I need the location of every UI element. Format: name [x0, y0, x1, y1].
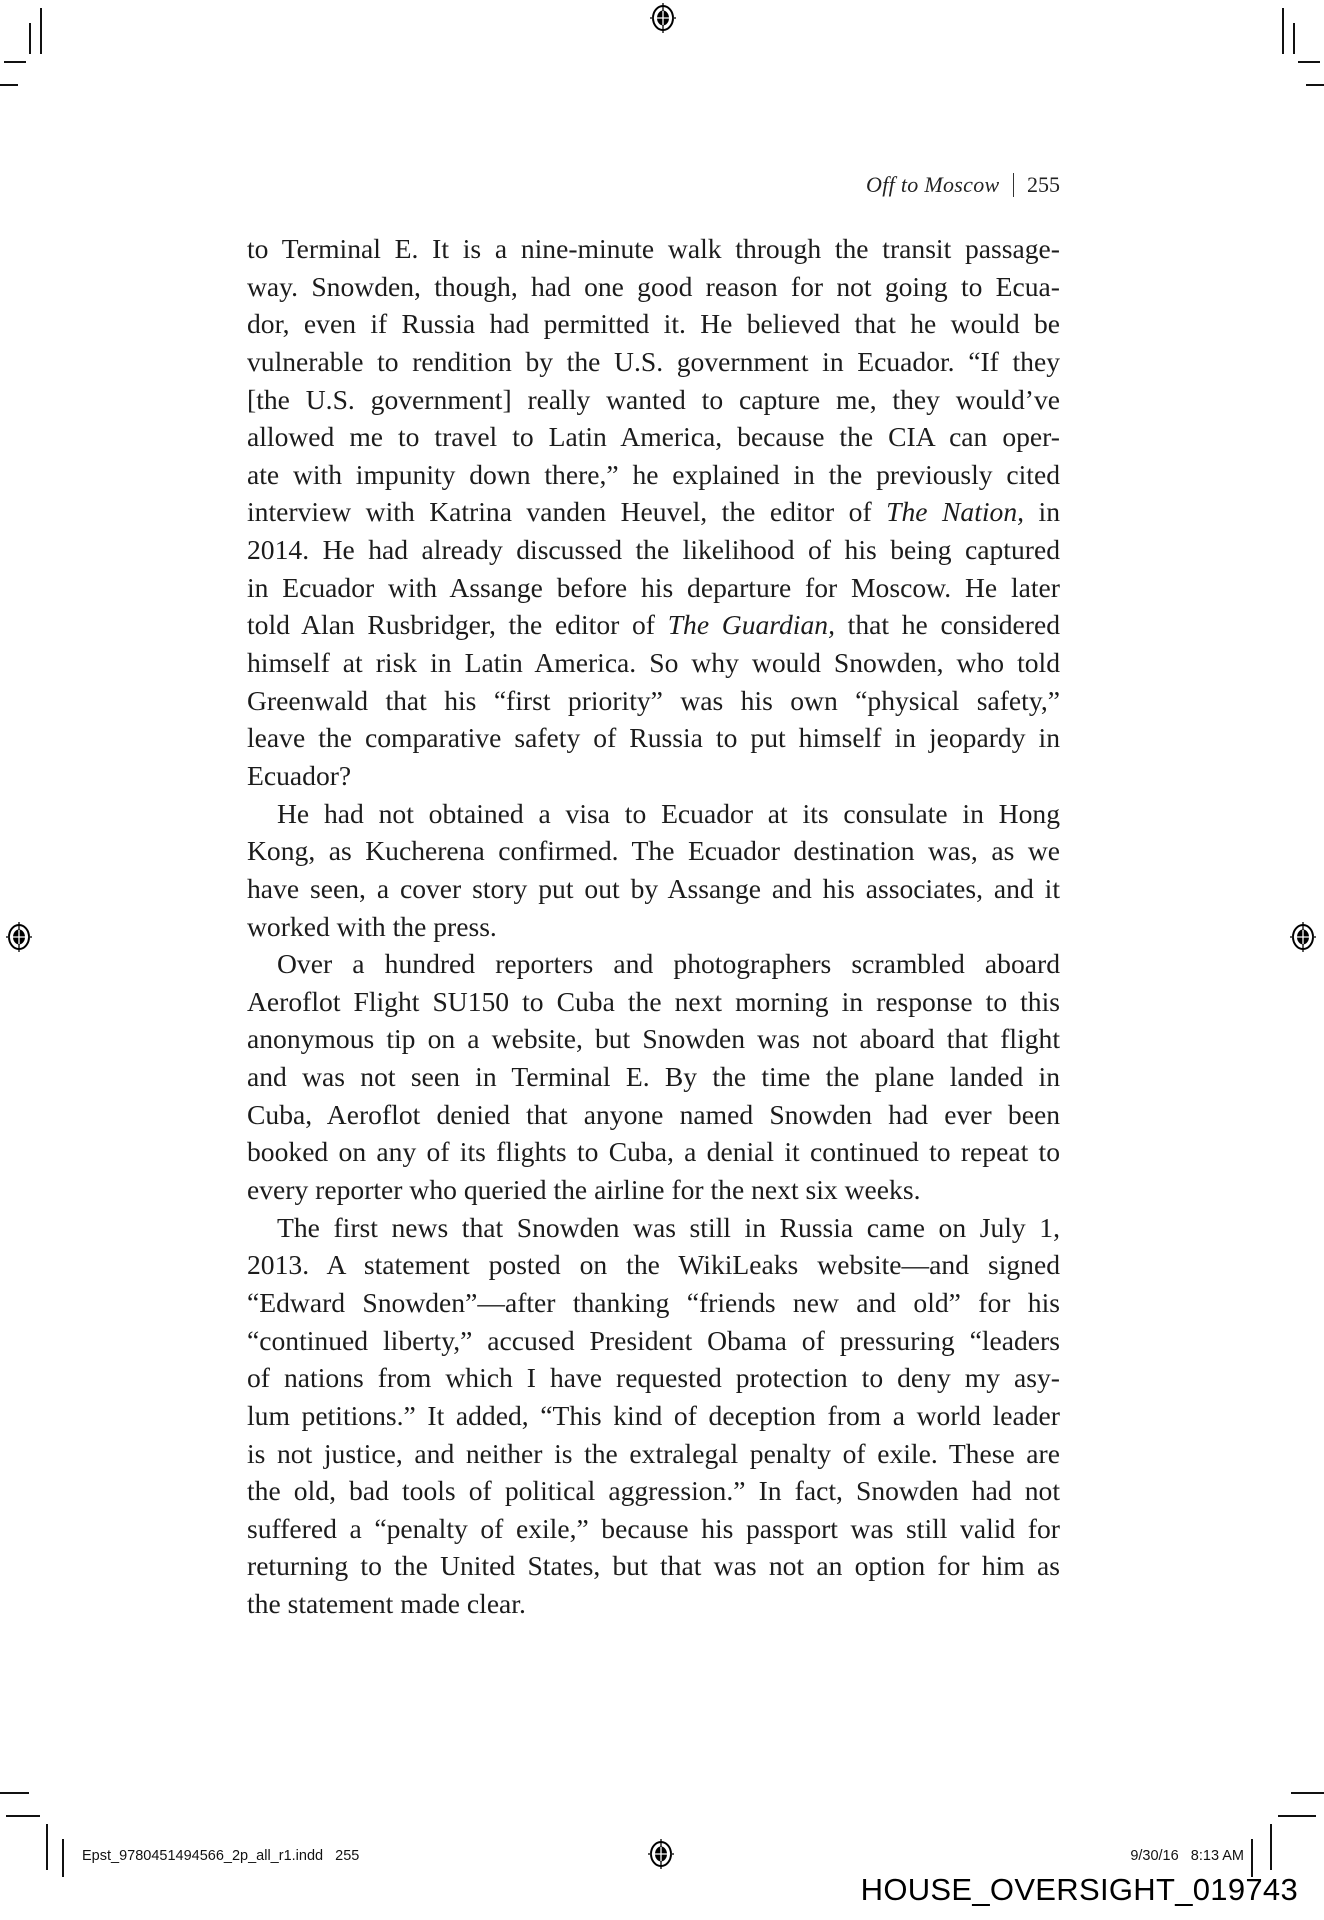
- crop-mark-bottom-left-h1: [0, 1792, 29, 1794]
- text-line: anonymous tip on a website, but Snowden was not aboard that flight: [247, 1023, 1060, 1055]
- slug-timestamp: [1130, 1848, 1244, 1864]
- text-line: himself at risk in Latin America. So why would Snowden, who told: [247, 647, 1060, 679]
- text-line: leave the comparative safety of Russia to put himself in jeopardy in: [247, 722, 1060, 754]
- body-text: [247, 230, 1060, 1623]
- text-line: returning to the United States, but that was not an option for him as: [247, 1550, 1060, 1582]
- slug-file-name: Epst_9780451494566_2p_all_r1.indd: [82, 1848, 324, 1864]
- text-segment: interview with Katrina vanden Heuvel, the editor of: [247, 496, 887, 528]
- text-line: in Ecuador with Assange before his departure for Moscow. He later: [247, 571, 1060, 603]
- text-line: is not justice, and neither is the extralegal penalty of exile. These are: [247, 1437, 1060, 1469]
- text-line: the old, bad tools of political aggression.” In fact, Snowden had not: [247, 1475, 1060, 1507]
- text-segment: told Alan Rusbridger, the editor of: [247, 609, 668, 641]
- text-line: to Terminal E. It is a nine-minute walk through the transit passage-: [247, 233, 1060, 264]
- text-line: allowed me to travel to Latin America, because the CIA can oper-: [247, 421, 1060, 453]
- text-line: “Edward Snowden”—after thanking “friends new and old” for his: [247, 1286, 1060, 1318]
- text-line: 2014. He had already discussed the likelihood of his being captured: [247, 534, 1060, 566]
- registration-mark-bottom-icon: [648, 1839, 674, 1869]
- crop-mark-bottom-right-h1: [1291, 1792, 1324, 1794]
- crop-mark-bottom-right-v1: [1270, 1824, 1272, 1870]
- text-line: ate with impunity down there,” he explained in the previously cited: [247, 458, 1060, 490]
- running-head-divider: [1013, 173, 1015, 197]
- crop-mark-bottom-left-h2: [6, 1815, 40, 1817]
- text-line: the statement made clear.: [247, 1588, 526, 1620]
- crop-mark-top-right-v1: [1282, 8, 1284, 54]
- text-line: Cuba, Aeroflot denied that anyone named Snowden had ever been: [247, 1098, 1060, 1130]
- text-line: way. Snowden, though, had one good reason for not going to Ecua-: [247, 270, 1060, 302]
- crop-mark-bottom-left-v2: [62, 1839, 64, 1877]
- text-line: [247, 493, 1060, 531]
- text-line: lum petitions.” It added, “This kind of deception from a world leader: [247, 1399, 1060, 1431]
- running-head: [866, 172, 1060, 198]
- slug-time: 8:13 AM: [1190, 1848, 1244, 1864]
- crop-mark-top-left-v1: [40, 8, 42, 54]
- crop-mark-top-left-v2: [29, 23, 31, 54]
- crop-mark-bottom-left-v1: [46, 1824, 48, 1870]
- crop-mark-top-left-h2: [0, 84, 18, 86]
- slug-file-info: [82, 1848, 359, 1864]
- page-number: 255: [1027, 172, 1060, 197]
- text-segment: that he considered: [834, 609, 1060, 641]
- crop-mark-top-left-h1: [4, 61, 26, 63]
- text-line: worked with the press.: [247, 910, 497, 942]
- registration-mark-left-icon: [6, 922, 32, 952]
- crop-mark-top-right-h1: [1298, 61, 1320, 63]
- publication-title: The Guardian,: [667, 609, 835, 641]
- publication-title: The Nation,: [886, 496, 1025, 528]
- slug-page: 255: [335, 1848, 360, 1864]
- text-line: have seen, a cover story put out by Assange and his associates, and it: [247, 872, 1060, 904]
- crop-mark-bottom-right-h2: [1278, 1815, 1316, 1817]
- text-line: Kong, as Kucherena confirmed. The Ecuador destination was, as we: [247, 835, 1060, 867]
- text-line: 2013. A statement posted on the WikiLeaks website—and signed: [247, 1249, 1060, 1281]
- text-line: dor, even if Russia had permitted it. He believed that he would be: [247, 308, 1060, 340]
- text-line: Over a hundred reporters and photographers scrambled aboard: [277, 948, 1060, 980]
- bates-number: HOUSE_OVERSIGHT_019743: [860, 1872, 1298, 1907]
- text-line: Ecuador?: [247, 759, 352, 791]
- crop-mark-top-right-h2: [1306, 84, 1324, 86]
- text-line: “continued liberty,” accused President Obama of pressuring “leaders: [247, 1324, 1060, 1356]
- registration-mark-right-icon: [1290, 922, 1316, 952]
- text-segment: in: [1024, 496, 1060, 528]
- slug-date: 9/30/16: [1130, 1848, 1179, 1864]
- text-line: and was not seen in Terminal E. By the time the plane landed in: [247, 1061, 1060, 1093]
- text-line: Greenwald that his “first priority” was his own “physical safety,”: [247, 684, 1060, 716]
- text-line: booked on any of its flights to Cuba, a denial it continued to repeat to: [247, 1136, 1060, 1168]
- text-line: [247, 606, 1060, 644]
- text-line: The first news that Snowden was still in Russia came on July 1,: [277, 1211, 1060, 1243]
- text-line: of nations from which I have requested protection to deny my asy-: [247, 1362, 1060, 1394]
- text-line: suffered a “penalty of exile,” because his passport was still valid for: [247, 1512, 1060, 1544]
- text-line: Aeroflot Flight SU150 to Cuba the next morning in response to this: [247, 985, 1060, 1017]
- crop-mark-top-right-v2: [1293, 23, 1295, 54]
- chapter-title: Off to Moscow: [866, 172, 1000, 197]
- text-line: vulnerable to rendition by the U.S. government in Ecuador. “If they: [247, 345, 1060, 377]
- text-line: He had not obtained a visa to Ecuador at its consulate in Hong: [277, 797, 1060, 829]
- registration-mark-top-icon: [650, 3, 676, 33]
- text-line: [the U.S. government] really wanted to capture me, they would’ve: [247, 383, 1060, 415]
- text-line: every reporter who queried the airline for the next six weeks.: [247, 1174, 921, 1206]
